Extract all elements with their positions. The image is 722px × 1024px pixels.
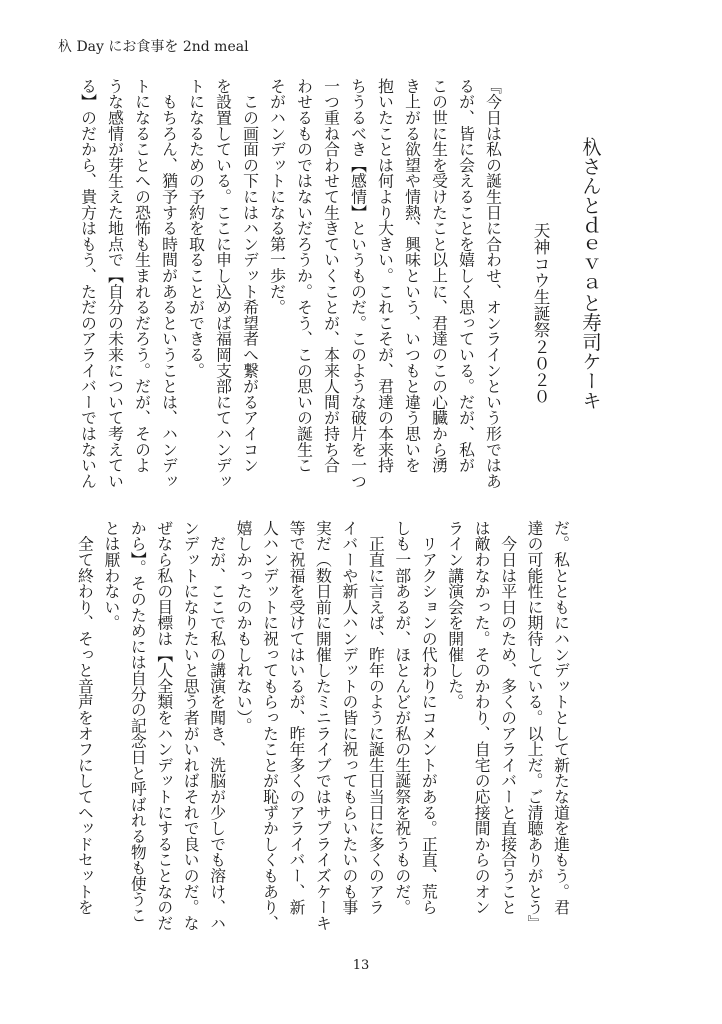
text-column: は敵わなかった。そのかわり、自宅の応接間からのオン	[472, 520, 492, 915]
text-column: もちろん、猶予する時間があるということは、ハンデッ	[159, 78, 179, 489]
text-column: そがハンデットになる第一歩だ。	[267, 78, 287, 315]
text-column: ライン講演会を開催した。	[445, 520, 465, 710]
text-column: だ。私とともにハンデットとして新たな道を進もう。君	[551, 520, 571, 915]
text-column: しも一部あるが、ほとんどが私の生誕祭を祝うものだ。	[392, 520, 412, 915]
text-column: 全て終わり、そっと音声をオフにしてヘッドセットを	[75, 520, 95, 915]
text-column: るが、皆に会えることを嬉しく思っている。だが、私が	[456, 78, 476, 473]
running-header: 杁 Day にお食事を 2nd meal	[58, 39, 249, 55]
text-column: を設置している。ここに申し込めば福岡支部にてハンデッ	[213, 78, 233, 489]
text-column: わせるものではないだろうか。そう、この思いの誕生こ	[294, 78, 314, 473]
text-column: 達の可能性に期待している。以上だ。ご清聴ありがとう』	[525, 520, 545, 931]
text-column: から】。そのためには自分の記念日と呼ばれる物も使うこ	[128, 520, 148, 923]
text-column: この画面の下にはハンデット希望者へ繋がるアイコン	[240, 78, 260, 473]
text-column: トになるための予約を取ることができる。	[186, 78, 206, 379]
text-column: 正直に言えば、昨年のように誕生日当日に多くのアラ	[366, 520, 386, 915]
text-column: ぜなら私の目標は【人全類をハンデットにすることなのだ	[154, 520, 174, 931]
text-column: リアクションの代わりにコメントがある。正直、荒ら	[419, 520, 439, 915]
story-subtitle: 天神コウ生誕祭２０２０	[531, 222, 550, 405]
text-column: ちうるべき【感情】というものだ。このような破片を一つ	[348, 78, 368, 489]
text-column: 抱いたことは何より大きい。これこそが、君達の本来持	[375, 78, 395, 473]
page-number: 13	[352, 958, 370, 973]
text-column: イバーや新人ハンデットの皆に祝ってもらいたいのも事	[339, 520, 359, 915]
text-column: ンデットになりたいと思う者がいればそれで良いのだ。な	[181, 520, 201, 931]
text-column: 『今日は私の誕生日に合わせ、オンラインという形ではあ	[483, 78, 503, 489]
text-column: だが、ここで私の講演を聞き、洗脳が少しでも溶け、ハ	[207, 520, 227, 931]
text-column: 実だ（数日前に開催したミニライブではサプライズケーキ	[313, 520, 333, 931]
text-column: 嬉しかったのかもしれない）。	[234, 520, 254, 734]
text-column: き上がる欲望や情熱、興味という、いつもと違う思いを	[402, 78, 422, 473]
text-column: 一つ重ね合わせて生きていくことが、本来人間が持ち合	[321, 78, 341, 473]
story-title: 杁さんとｄｅｖａと寿司ケーキ	[579, 137, 602, 410]
text-column: 人ハンデットに祝ってもらったことが恥ずかしくもあり、	[260, 520, 280, 931]
text-column: この世に生を受けたこと以上に、君達のこの心臓から湧	[429, 78, 449, 473]
text-column: とは厭わない。	[101, 520, 121, 631]
text-column: うな感情が芽生えた地点で【自分の未来について考えてい	[105, 78, 125, 489]
text-column: 等で祝福を受けてはいるが、昨年多くのアライバー、新	[287, 520, 306, 915]
text-column: 今日は平日のため、多くのアライバーと直接合うこと	[498, 520, 518, 915]
text-column: る】のだから、貴方はもう、ただのアライバーではないん	[78, 78, 98, 489]
text-column: トになることへの恐怖も生まれるだろう。だが、そのよ	[132, 78, 152, 473]
